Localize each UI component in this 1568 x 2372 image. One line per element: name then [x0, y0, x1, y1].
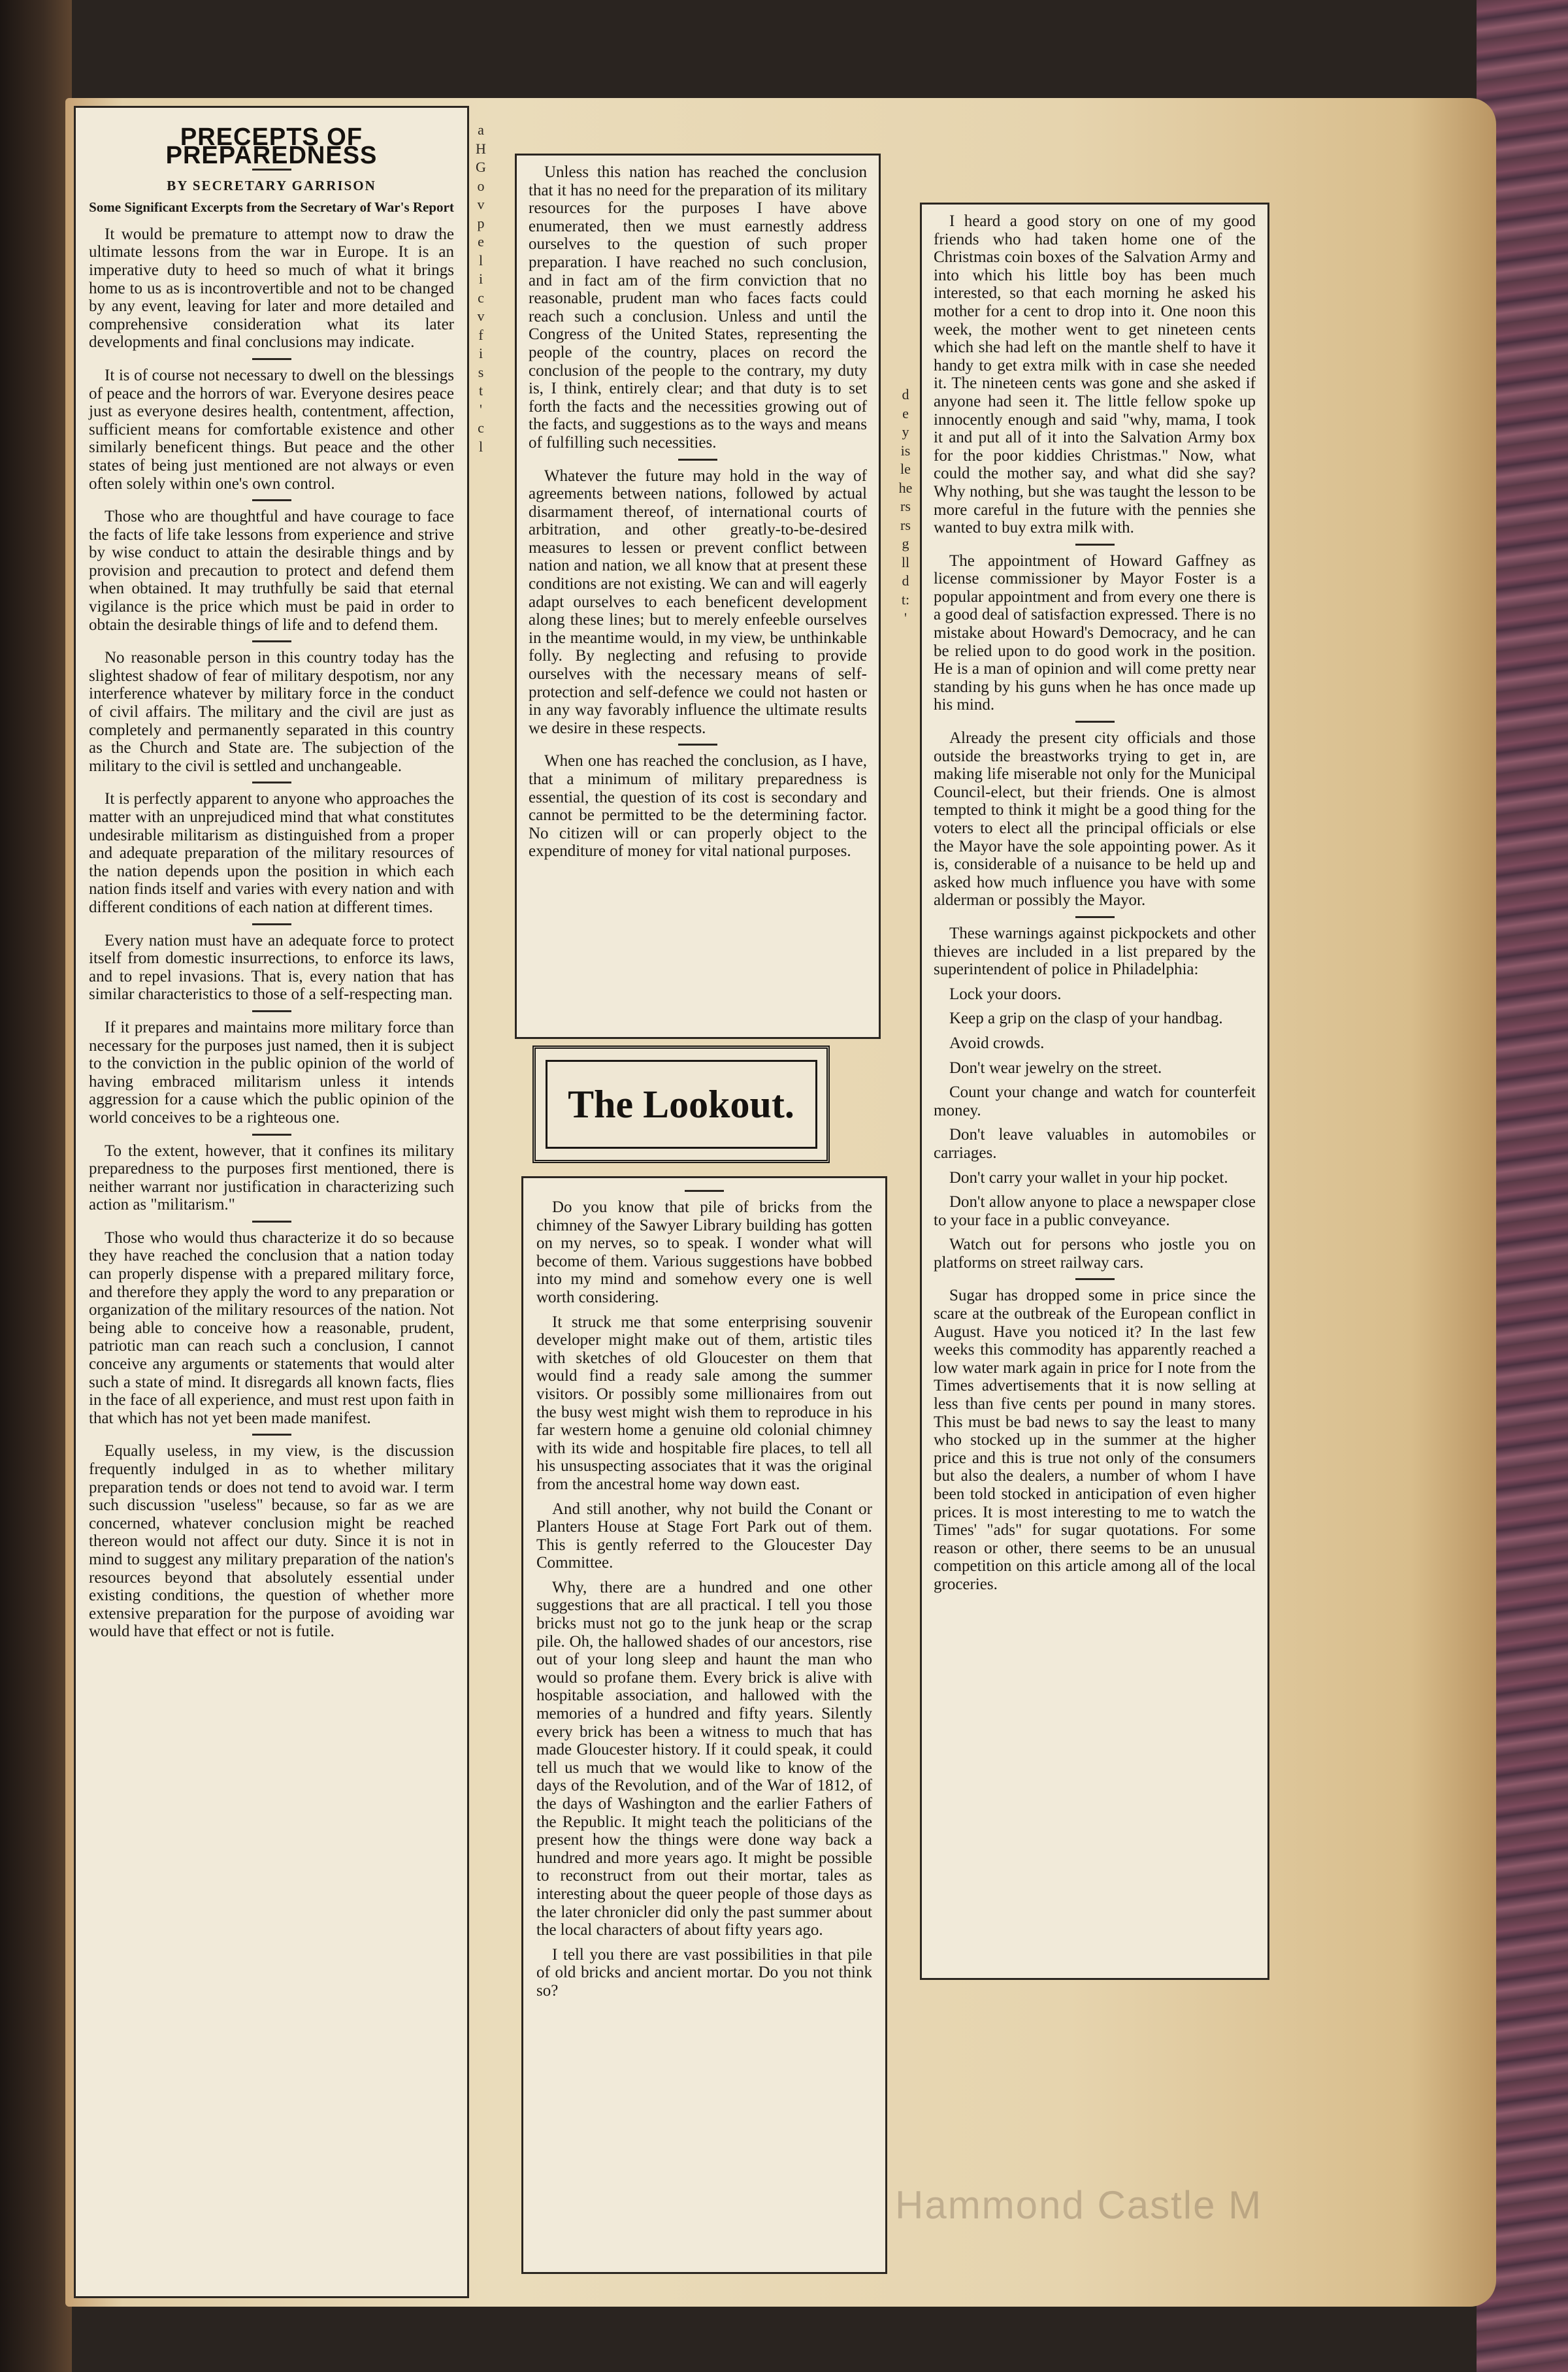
- divider: [252, 1221, 291, 1223]
- warning-item: Don't leave valuables in automobiles or carriages.: [934, 1126, 1256, 1162]
- divider: [252, 782, 291, 783]
- fragment: G: [476, 159, 486, 175]
- clipping-precepts-of-preparedness: [74, 106, 469, 2298]
- clipping-lookout-column-3: [920, 203, 1269, 1980]
- warning-item: Don't wear jewelry on the street.: [949, 1059, 1162, 1077]
- warning-item: Don't carry your wallet in your hip pocket.: [949, 1168, 1228, 1187]
- divider: [252, 923, 291, 925]
- fragment: i: [478, 345, 483, 361]
- fragment: he: [898, 479, 913, 496]
- headline-precepts: PRECEPTS OF PREPAREDNESS: [165, 124, 378, 169]
- paragraph: When one has reached the conclusion, as I have, that a minimum of military preparedness is essential, the question of its cost is secondary and cannot be permitted to be the determining factor. No citizen will or can properly object to the expenditure of money for vital national purposes.: [529, 752, 867, 861]
- warning-item: Keep a grip on the clasp of your handbag.: [949, 1010, 1223, 1028]
- byline: BY SECRETARY GARRISON: [167, 178, 376, 194]
- paragraph: Unless this nation has reached the conclusion that it has no need for the preparation of its military resources for the purposes I have above enumerated, then we must earnestly address ourselves to the question of such proper preparation. I have reached no such conclusion, and in fact am of the firm conviction that no reasonable, prudent man who faces facts could reach such a conclusion. Unless and until the Congress of the United States, representing the people of the country, places on record the conclusion of the people to the contrary, my duty is, I think, entirely clear; and that duty is to set forth the facts and the necessities growing out of the facts, and suggestions as to the ways and means of fulfilling such necessities.: [529, 163, 867, 452]
- subhead: Some Significant Excerpts from the Secretary of War's Report: [89, 199, 454, 215]
- warning-item: Lock your doors.: [949, 985, 1062, 1003]
- fragment: o: [477, 177, 485, 194]
- fragment: v: [477, 308, 485, 324]
- fragment: e: [478, 233, 484, 250]
- divider: [252, 1434, 291, 1436]
- paragraph: Do you know that pile of bricks from the chimney of the Sawyer Library building has gotten on my nerves, so to speak. I wonder what will become of them. Various suggestions have bobbed into my mind and somehow every one is well worth considering.: [536, 1198, 872, 1306]
- lookout-title: The Lookout.: [546, 1060, 817, 1149]
- clipping-preparedness-continued: [515, 154, 881, 1039]
- paragraph: Those who would thus characterize it do so because they have reached the conclusion that a nation today can properly dispense with a prepared military force, and therefore they apply the word to any preparation or organization of the military resources of the nation. Not being able to conceive how a reasonable, prudent, patriotic man can reach such a conclusion, I cannot conceive any arguments or statements that would alter such a state of mind. It disregards all known facts, flies in the face of all experience, and must rest upon faith in that which has not yet been made manifest.: [89, 1228, 454, 1427]
- fragment: is: [900, 442, 911, 459]
- warning-item: Don't allow anyone to place a newspaper close to your face in a public conveyance.: [934, 1193, 1256, 1229]
- divider: [252, 640, 291, 642]
- paragraph: Why, there are a hundred and one other suggestions that are all practical. I tell you those bricks must not go to the junk heap or the scrap pile. Oh, the hallowed shades of our ancestors, rise out of your long sleep and haunt the man who would so profane them. Every brick is alive with hospitable association, and hallowed with the memories of a hundred and fifty years. Silently every brick has been a witness to much that has made Gloucester history. If it could speak, it could tell us much that we would like to know of the days of the Revolution, and of the War of 1812, of the days of Washington and the earlier Fathers of the Republic. It might teach the politicians of the present how the things were done way back a hundred and more years ago. It might be possible to reconstruct from out their mortar, tales as interesting about the queer people of those days as the later chronicler did only the past summer about the local characters of about fifty years ago.: [536, 1578, 872, 1939]
- fragment: H: [476, 140, 486, 157]
- paragraph: I heard a good story on one of my good friends who had taken home one of the Christmas coin boxes of the Salvation Army and into which his little boy has been much interested, so that each morning he asked his mother for a cent to drop into it. One noon this week, the mother went to get nineteen cents which she had left on the mantle shelf to have it handy to get extra milk with in case she needed it. The nineteen cents was gone and she asked if anyone had seen it. The little fellow spoke up innocently enough and said "why, mama, I took it and put all of it into the Salvation Army box for the poor kiddies Christmas." Now, what could the mother say, and what did she say? Why nothing, but she was taught the lesson to be more careful in the future with the pennies she wanted to buy extra milk with.: [934, 212, 1256, 537]
- paragraph: If it prepares and maintains more military force than necessary for the purposes just named, then it is subject to the conviction in the public opinion of the world of having embraced militarism unless it intends aggression for a cause which the public opinion of the world conceives to be a righteous one.: [89, 1018, 454, 1127]
- paragraph: Those who are thoughtful and have courage to face the facts of life take lessons from experience and strive by wise conduct to attain the desirable things and by provision and precaution to protect and defend them when obtained. It may truthfully be said that eternal vigilance is the price which must be paid in order to obtain the desirable things of life and to defend them.: [89, 508, 454, 634]
- paragraph: Every nation must have an adequate force to protect itself from domestic insurrections, to enforce its laws, and to repel invasions. That is, every nation that has similar characteristics to those of a self-respecting man.: [89, 931, 454, 1004]
- watermark: Hammond Castle M: [895, 2183, 1263, 2227]
- fragment: rs: [900, 516, 911, 533]
- paragraph: It would be premature to attempt now to draw the ultimate lessons from the war in Europe. It is an imperative duty to heed so much of what it brings home to us as is incontrovertible and not to be changed by any event, leaving for later and more detailed and comprehensive consideration what its later developments and final conclusions may indicate.: [89, 225, 454, 352]
- divider: [252, 358, 291, 360]
- paragraph: I tell you there are vast possibilities in that pile of old bricks and ancient mortar. Do you not think so?: [536, 1945, 872, 2000]
- fragment: t: [478, 382, 483, 399]
- paragraph: It is perfectly apparent to anyone who approaches the matter with an unprejudiced mind that what constitutes undesirable militarism as distinguished from a proper and adequate preparation of the military resources of the nation depends upon the position in which each nation finds itself and varies with every nation and with different conditions of each nation at different times.: [89, 790, 454, 916]
- fragment: y: [902, 423, 909, 440]
- divider: [685, 1190, 724, 1192]
- fragment: ll: [901, 553, 910, 570]
- paragraph: It struck me that some enterprising souvenir developer might make out of them, artistic tiles with sketches of old Gloucester on them that would find a ready sale among the summer visitors. Or possibly some millionaires from out the busy west might wish them to reproduce in his far western home a genuine old colonial chimney with its wide and hospitable fire places, to tell all his unsuspecting associates that it was the original from the ancestral home way down east.: [536, 1313, 872, 1493]
- fragment: ': [904, 610, 907, 626]
- fragment: t:: [901, 591, 910, 608]
- lookout-heading-box: [532, 1046, 830, 1163]
- fragment: d: [902, 572, 909, 589]
- fragment: v: [477, 196, 485, 212]
- gutter-fragments-right: [894, 386, 917, 628]
- divider: [252, 1010, 291, 1012]
- fragment: d: [902, 386, 909, 403]
- divider: [678, 744, 717, 746]
- paragraph: These warnings against pickpockets and other thieves are included in a list prepared by the superintendent of police in Philadelphia:: [934, 924, 1256, 979]
- paragraph: Already the present city officials and those outside the breastworks trying to get in, are making life miserable not only for the Municipal Council-elect, but their friends. One is almost tempted to think it might be a good thing for the voters to elect all the principal officials or else the Mayor have the sole appointing power. As it is, considerable of a nuisance to be held up and asked how much influence you have with some alderman or possibly the Mayor.: [934, 729, 1256, 910]
- paragraph: The appointment of Howard Gaffney as license commissioner by Mayor Foster is a popular appointment and from every one there is a good deal of satisfaction expressed. There is no mistake about Howard's Democracy, and he can be relied upon to do good work in the position. He is a man of opinion and will come pretty near standing by his guns when he has once made up his mind.: [934, 552, 1256, 714]
- fragment: c: [478, 420, 484, 436]
- paragraph: Whatever the future may hold in the way of agreements between nations, followed by actual disarmament thereof, of international courts of arbitration, and other greatly-to-be-desired measures to lessen or prevent conflict between nation and nation, we all know that at present these conditions are not existing. We can and will eagerly adapt ourselves to each beneficent development along these lines; but to merely enfeeble ourselves in the meantime would, in my view, be unthinkable folly. By neglecting and refusing to provide ourselves with the necessary means of self-protection and self-defence we could not hasten or in any way favorably influence the ultimate results we desire in these respects.: [529, 467, 867, 737]
- warning-item: Count your change and watch for counterfeit money.: [934, 1083, 1256, 1119]
- clipping-lookout: [521, 1176, 887, 2274]
- divider: [678, 459, 717, 461]
- warning-item: Avoid crowds.: [949, 1034, 1045, 1052]
- fragment: l: [478, 438, 483, 455]
- divider: [1075, 916, 1115, 918]
- book-spine: [0, 0, 72, 2372]
- divider: [252, 1134, 291, 1136]
- fragment: i: [478, 271, 483, 287]
- divider: [252, 169, 291, 171]
- warning-item: Watch out for persons who jostle you on platforms on street railway cars.: [934, 1236, 1256, 1272]
- fragment: rs: [900, 498, 911, 514]
- paragraph: To the extent, however, that it confines its military preparedness to the purposes first mentioned, there is neither warrant nor justification in characterizing such action as "militarism.": [89, 1142, 454, 1214]
- paragraph: It is of course not necessary to dwell on the blessings of peace and the horrors of war. Everyone desires peace just as everyone desires health, contentment, affection, sufficient means for comfortable existence and other similarly beneficent things. But peace and the other states of being just mentioned are not always or even often solely within one's own control.: [89, 366, 454, 493]
- divider: [1075, 721, 1115, 723]
- fragment: p: [477, 214, 485, 231]
- fragment: c: [478, 289, 484, 306]
- fragment: l: [478, 252, 483, 269]
- fragment: f: [478, 326, 483, 343]
- fragment: le: [900, 461, 911, 477]
- paragraph: No reasonable person in this country today has the slightest shadow of fear of military despotism, nor any interference whatever by military force in the conduct of civil affairs. The military and the civil are just as completely and permanently separated in this country as the Church and State are. The subjection of the military to the civil is settled and unchangeable.: [89, 649, 454, 775]
- fragment: ': [480, 401, 482, 418]
- paragraph: And still another, why not build the Conant or Planters House at Stage Fort Park out of them. This is gently referred to the Gloucester Day Committee.: [536, 1500, 872, 1572]
- fragment: g: [902, 535, 909, 552]
- paragraph: Equally useless, in my view, is the discussion frequently indulged in as to whether military preparation tends or does not tend to avoid war. I term such discussion "useless" because, so far as we are concerned, whatever conclusion might be reached thereon would not affect our duty. Since it is not in mind to suggest any military preparation of the nation's resources beyond that absolutely essential under existing conditions, the question of whether more extensive preparation for the purpose of avoiding war would have that effect or not is futile.: [89, 1442, 454, 1641]
- divider: [1075, 544, 1115, 546]
- paragraph: Sugar has dropped some in price since the scare at the outbreak of the European conflict in August. Have you noticed it? In the last few weeks this commodity has apparently reached a low water mark again in price for I note from the Times advertisements that it is now selling at less than five cents per pound in many stores. This must be bad news to say the least to many who stocked up in the summer at the higher price and this is true not only of the consumers but also the dealers, a number of whom I have been told stocked in anticipation of even higher prices. It is most interesting to me to watch the Times' "ads" for sugar quotations. For some reason or other, there seems to be an unusual competition on this article among all of the local groceries.: [934, 1287, 1256, 1593]
- divider: [252, 499, 291, 501]
- fragment: e: [902, 404, 909, 421]
- divider: [1075, 1278, 1115, 1280]
- fragment: a: [478, 122, 484, 138]
- fragment: s: [478, 363, 484, 380]
- gutter-fragments-left: [472, 121, 490, 456]
